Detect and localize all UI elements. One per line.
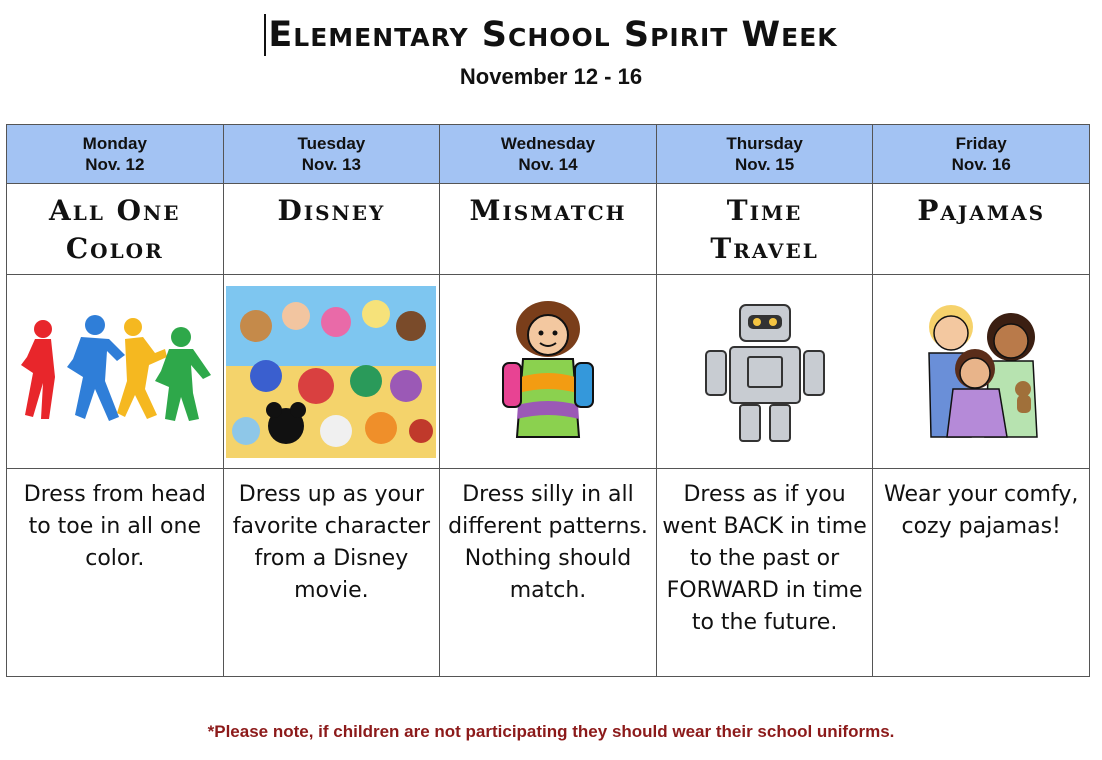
day-date: Nov. 13: [301, 155, 361, 174]
theme-cell: [7, 184, 224, 275]
day-date: Nov. 15: [734, 155, 795, 174]
page-subtitle: November 12 - 16: [459, 64, 643, 89]
description-cell: [656, 469, 873, 677]
mismatched-outfit-girl-image: [493, 297, 603, 447]
theme-cell: [873, 184, 1090, 275]
day-name: Monday: [82, 134, 147, 153]
image-cell: [873, 275, 1090, 469]
theme-label: All One: [49, 194, 181, 227]
image-row: [7, 275, 1090, 469]
day-name: Tuesday: [297, 134, 366, 153]
description-row: [7, 469, 1090, 677]
day-date: Nov. 12: [85, 155, 145, 174]
page-title: Elementary School Spirit Week: [264, 14, 837, 56]
uniform-note: *Please note, if children are not participating they should wear their school uniforms.: [207, 722, 895, 741]
image-cell: [656, 275, 873, 469]
theme-cell: [440, 184, 657, 275]
theme-row: [7, 184, 1090, 275]
title-block: [0, 14, 1102, 56]
theme-label: Travel: [710, 232, 819, 265]
day-name: Thursday: [726, 134, 803, 153]
image-cell: [223, 275, 440, 469]
day-date: Nov. 14: [518, 155, 578, 174]
image-cell: [440, 275, 657, 469]
theme-label: Color: [65, 232, 164, 265]
description-text: Dress silly in all different patterns. Nothing should match.: [448, 482, 648, 603]
description-cell: [7, 469, 224, 677]
day-date: Nov. 16: [951, 155, 1011, 174]
image-cell: [7, 275, 224, 469]
spirit-week-table: [6, 124, 1090, 677]
day-header: [440, 125, 657, 184]
day-header: [223, 125, 440, 184]
description-text: Wear your comfy, cozy pajamas!: [884, 482, 1079, 539]
description-text: Dress from head to toe in all one color.: [23, 482, 206, 571]
day-name: Friday: [955, 134, 1007, 153]
theme-cell: [656, 184, 873, 275]
theme-label: Disney: [277, 194, 386, 227]
disney-characters-collage-image: [226, 286, 436, 458]
theme-label: Time: [726, 194, 803, 227]
description-cell: [223, 469, 440, 677]
day-header: [656, 125, 873, 184]
theme-label: Mismatch: [469, 194, 627, 227]
robot-image: [700, 297, 830, 447]
day-header: [7, 125, 224, 184]
description-cell: [440, 469, 657, 677]
day-header: [873, 125, 1090, 184]
kids-in-pajamas-image: [911, 297, 1051, 447]
colorful-kids-silhouettes-image: [15, 307, 215, 437]
theme-label: Pajamas: [917, 194, 1046, 227]
description-text: Dress up as your favorite character from a Disney movie.: [232, 482, 431, 603]
description-text: Dress as if you went BACK in time to the past or FORWARD in time to the future.: [662, 482, 867, 635]
table-header-row: [7, 125, 1090, 184]
day-name: Wednesday: [500, 134, 596, 153]
description-cell: [873, 469, 1090, 677]
theme-cell: [223, 184, 440, 275]
